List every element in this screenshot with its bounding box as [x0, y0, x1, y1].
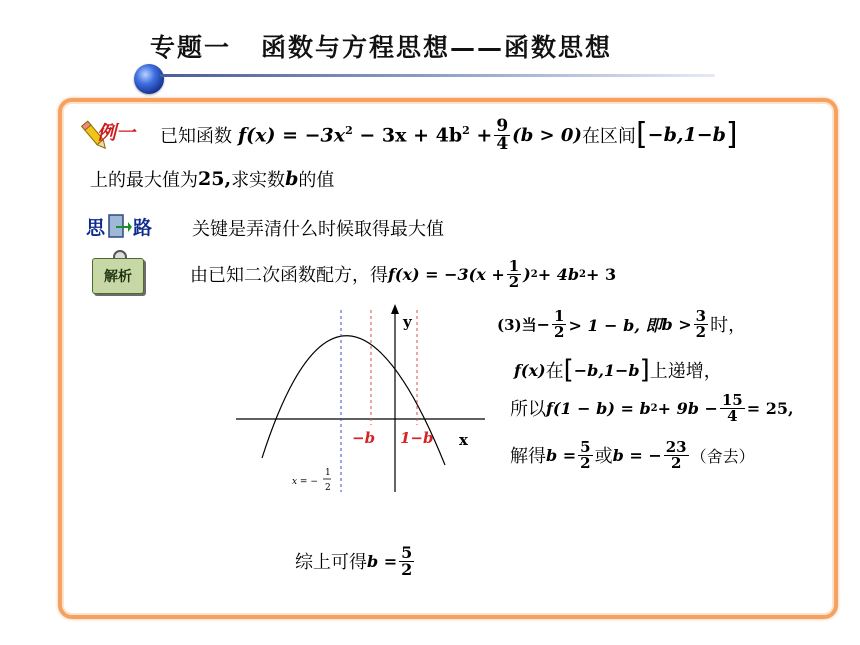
problem-intro: 已知函数	[160, 126, 232, 147]
fraction-9-4: $\frac{9}{4}$	[496, 115, 509, 154]
problem-line-2: 上的最大值为 25, 求实数 b 的值	[90, 168, 335, 191]
interval: −b,1−b	[647, 124, 726, 146]
case3-line-4: 解得 b = $\frac{5}{2}$ 或 b = − $\frac{23}{2}$ （舍去）	[510, 437, 755, 472]
case3-line-3: 所以 f(1 − b) = b 2 + 9b − $\frac{15}{4}$ = 25,	[510, 390, 794, 425]
axis-frac-num: 1	[325, 468, 331, 478]
interval-text: 在区间	[581, 126, 636, 147]
one-minus-b-label: 1−b	[400, 429, 434, 447]
example-label: 例一	[97, 122, 136, 144]
hint-text: 关键是弄清什么时候取得最大值	[192, 219, 444, 240]
condition: (b > 0)	[512, 124, 582, 146]
solution-line: 由已知二次函数配方，得 f(x) = −3(x + $\frac{1}{2}$ ) 2 + 4b 2 + 3	[190, 256, 617, 291]
axis-frac-den: 2	[325, 483, 331, 493]
bullet-orb-icon	[134, 64, 164, 94]
x-label: x	[459, 431, 468, 449]
axis-equation: x = −	[292, 477, 318, 487]
parabola-graph	[230, 300, 490, 500]
page-title	[150, 28, 612, 64]
title-underline	[160, 74, 715, 77]
func-expression: $f(x) = -3x^2 - 3x + 4b^2$ +	[238, 123, 493, 147]
neg-b-label: −b	[352, 429, 376, 447]
y-axis-arrow	[391, 304, 399, 314]
conclusion: 综上可得 b = $\frac{5}{2}$	[295, 542, 413, 579]
title-right: 函数与方程思想——函数思想	[261, 33, 613, 62]
solution-label: 解析	[92, 258, 144, 294]
exit-door-icon	[106, 213, 132, 239]
case3-line-1: (3)当 − $\frac{1}{2}$ > 1 − b, 即 b > $\frac{3}{2}$ 时，	[497, 306, 747, 341]
y-label: y	[403, 313, 412, 331]
title-left: 专题一	[150, 33, 232, 62]
hint-label: 思 路	[86, 212, 152, 240]
case3-line-2: f(x) 在 [ −b,1−b ] 上递增，	[514, 355, 722, 385]
problem-line-1: 已知函数 $f(x) = -3x^2 - 3x + 4b^2$ + $\frac{9}{4}$ (b > 0) 在区间 [ −b,1−b ]	[160, 115, 738, 154]
